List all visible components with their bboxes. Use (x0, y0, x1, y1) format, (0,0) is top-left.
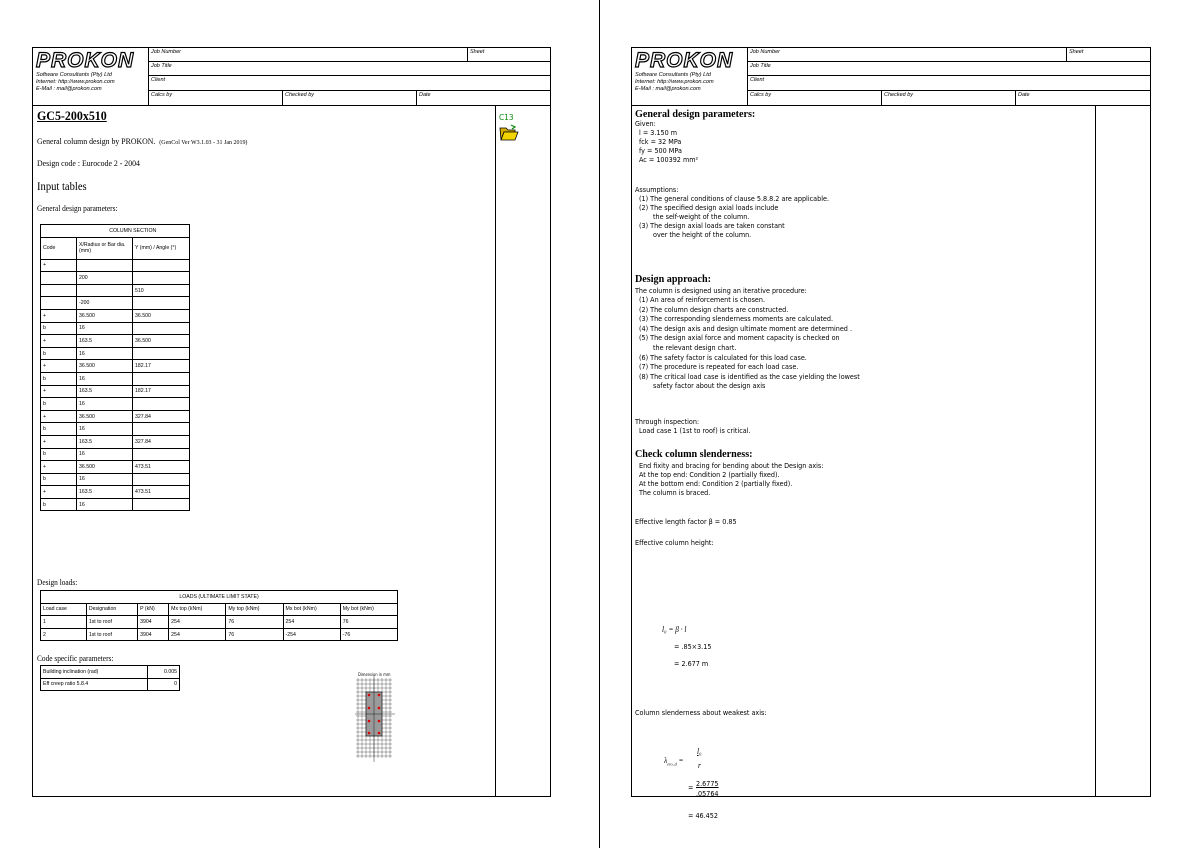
table-cell: 200 (77, 272, 133, 285)
section-dim-label: Dimension in mm (358, 672, 391, 677)
table-cell: + (41, 410, 77, 423)
page-1-content (35, 106, 493, 796)
page-title: GC5-200x510 (37, 108, 107, 123)
table-cell: 327.84 (133, 435, 190, 448)
assumption-item: (3) The design axial loads are taken constant (639, 222, 785, 230)
loads-header-row (41, 603, 398, 616)
column-section-rows (41, 259, 190, 511)
table-row (41, 272, 190, 285)
company-internet: Internet: http://www.prokon.com (36, 79, 115, 85)
intro-text (37, 136, 247, 148)
table-row (41, 486, 190, 499)
sheet-code: C13 (499, 113, 514, 122)
loads-header-cell: Load case (41, 603, 87, 616)
table-cell (133, 347, 190, 360)
table-cell: 76 (226, 616, 283, 629)
table-cell: 254 (169, 628, 226, 641)
table-cell: 36.500 (133, 309, 190, 322)
sheet-label: Sheet (470, 49, 485, 55)
job-title-label: Job Title (151, 63, 172, 69)
job-title-row (748, 62, 1150, 76)
table-cell (133, 322, 190, 335)
table-row (41, 410, 190, 423)
table-cell: 473.51 (133, 461, 190, 474)
table-cell: 76 (340, 616, 397, 629)
table-row (41, 435, 190, 448)
approach-step: (3) The corresponding slenderness moments are calculated. (639, 315, 833, 324)
job-title-label: Job Title (750, 63, 771, 69)
approach-step: (8) The critical load case is identified as the case yielding the lowest (639, 372, 860, 381)
table-cell: 163.5 (77, 335, 133, 348)
slenderness-item: At the top end: Condition 2 (partially fixed). (639, 471, 780, 479)
table-row (41, 473, 190, 486)
table-cell: 1 (41, 616, 87, 629)
table-cell (77, 259, 133, 272)
approach-step: (6) The safety factor is calculated for this load case. (639, 353, 807, 362)
param-name: Eff creep ratio 5.8.4 (41, 678, 148, 691)
table-row (41, 259, 190, 272)
prokon-logo: PROKON (36, 49, 135, 72)
loads-header-cell: My bot (kNm) (340, 603, 397, 616)
table-cell: 36.500 (77, 410, 133, 423)
param-value: 0.005 (148, 666, 180, 679)
table-cell: 76 (226, 628, 283, 641)
table-row (41, 461, 190, 474)
column-section-drawing (355, 676, 397, 766)
table-cell (133, 398, 190, 411)
company-name: Software Consultants (Pty) Ltd (635, 72, 711, 78)
eff-length-factor: Effective length factor β = 0.85 (635, 518, 737, 526)
date-label: Date (419, 92, 431, 98)
eq2-equals: = (688, 784, 694, 792)
title-block (632, 48, 1150, 106)
slender-weak-label: Column slenderness about weakest axis: (635, 709, 767, 717)
sheet-cell (1066, 48, 1150, 61)
loads-header-cell: Mx bot (kNm) (283, 603, 340, 616)
date-cell (416, 91, 550, 106)
company-name: Software Consultants (Pty) Ltd (36, 72, 112, 78)
table-cell: 16 (77, 473, 133, 486)
checked-by-cell (282, 91, 416, 106)
sheet-cell (467, 48, 550, 61)
table-cell (133, 372, 190, 385)
table-cell: b (41, 398, 77, 411)
page-2 (600, 0, 1200, 848)
table-cell: b (41, 347, 77, 360)
table-cell: 36.500 (133, 335, 190, 348)
table-cell: 163.5 (77, 486, 133, 499)
approach-step: (7) The procedure is repeated for each load case. (639, 363, 799, 372)
table-cell: 1st to roof (86, 616, 137, 629)
loads-table (40, 590, 398, 641)
version-line: (GenCol Ver W3.1.03 - 31 Jan 2019) (159, 139, 248, 146)
table-cell: 3904 (138, 616, 169, 629)
table-cell (133, 448, 190, 461)
date-cell (1015, 91, 1150, 106)
job-number-label: Job Number (750, 49, 780, 55)
company-email: E-Mail : mail@prokon.com (635, 86, 701, 92)
checked-by-label: Checked by (884, 92, 914, 98)
eq1-line2: = .85×3.15 (674, 643, 712, 651)
table-cell: -200 (77, 297, 133, 310)
table-row (41, 398, 190, 411)
code-params-table (40, 665, 180, 691)
table-cell: + (41, 335, 77, 348)
eq2-num-value: 2.6775 (696, 780, 719, 788)
calcs-by-label: Calcs by (151, 92, 173, 98)
col-section-title: COLUMN SECTION (77, 225, 190, 238)
checked-by-cell (881, 91, 1015, 106)
page-2-content (634, 106, 1092, 820)
table-row (41, 360, 190, 373)
assumption-item: the self-weight of the column. (653, 213, 750, 221)
col-section-title-spacer (41, 225, 77, 238)
table-cell: 510 (133, 284, 190, 297)
table-row (41, 309, 190, 322)
col-header-x: X/Radius or Bar dia. (mm) (77, 237, 133, 259)
col-header-y: Y (mm) / Angle (°) (133, 237, 190, 259)
table-row (41, 335, 190, 348)
job-number-row (748, 48, 1150, 62)
table-cell: 16 (77, 498, 133, 511)
job-title-row (149, 62, 550, 76)
table-cell (133, 272, 190, 285)
given-label: Given: (635, 120, 656, 128)
design-loads-label: Design loads: (37, 578, 78, 587)
table-cell (133, 498, 190, 511)
table-cell: -76 (340, 628, 397, 641)
approach-intro: The column is designed using an iterative procedure: (635, 287, 807, 295)
eq1-line1: l₀ = β · l (662, 625, 687, 634)
table-cell: 36.500 (77, 360, 133, 373)
assumption-item: (1) The general conditions of clause 5.8.8.2 are applicable. (639, 195, 829, 203)
col-header-code: Code (41, 237, 77, 259)
table-cell (41, 272, 77, 285)
table-cell: 254 (283, 616, 340, 629)
table-cell (133, 423, 190, 436)
table-cell: 254 (169, 616, 226, 629)
table-row (41, 628, 398, 641)
table-row (41, 347, 190, 360)
open-folder-icon[interactable] (499, 124, 519, 142)
column-section-table (40, 224, 190, 511)
table-cell: + (41, 309, 77, 322)
margin-column (495, 106, 551, 796)
lambda-symbol: λ (664, 756, 668, 765)
table-cell: 16 (77, 448, 133, 461)
table-cell: + (41, 486, 77, 499)
eq2-lambda: $\lambda_{ero\_d}$ = (664, 756, 684, 767)
table-cell: 3904 (138, 628, 169, 641)
table-cell: b (41, 498, 77, 511)
client-label: Client (750, 77, 765, 83)
client-label: Client (151, 77, 166, 83)
table-row (41, 385, 190, 398)
inspection-label: Through inspection: (635, 418, 700, 426)
approach-heading: Design approach: (635, 273, 712, 285)
table-cell: 1st to roof (86, 628, 137, 641)
table-cell: + (41, 360, 77, 373)
table-cell: -254 (283, 628, 340, 641)
table-cell: 182.17 (133, 385, 190, 398)
logo-block (33, 48, 149, 106)
eq1-line3: = 2.677 m (674, 660, 709, 668)
table-cell: 16 (77, 347, 133, 360)
table-row (41, 678, 180, 691)
assumptions-label: Assumptions: (635, 186, 679, 194)
company-internet: Internet: http://www.prokon.com (635, 79, 714, 85)
table-cell: 327.84 (133, 410, 190, 423)
table-cell: 16 (77, 423, 133, 436)
job-number-row (149, 48, 550, 62)
slenderness-item: End fixity and bracing for bending about the Design axis: (639, 462, 824, 470)
param-value: 0 (148, 678, 180, 691)
table-cell: 473.51 (133, 486, 190, 499)
table-cell: 163.5 (77, 435, 133, 448)
eq2-den-value: .05764 (696, 790, 719, 798)
loads-rows (41, 616, 398, 641)
code-params-rows (41, 666, 180, 691)
eff-height-label: Effective column height: (635, 539, 714, 547)
calcs-by-label: Calcs by (750, 92, 772, 98)
table-row (41, 322, 190, 335)
table-cell: 16 (77, 398, 133, 411)
table-cell (133, 473, 190, 486)
prokon-logo: PROKON (635, 49, 734, 72)
table-cell: 163.5 (77, 385, 133, 398)
loads-header-cell: Mx top (kNm) (169, 603, 226, 616)
table-row (41, 616, 398, 629)
table-row (41, 284, 190, 297)
eq2-numerator: l₀ (697, 747, 702, 756)
calcs-row (149, 91, 550, 106)
param-name: Building inclination (rad) (41, 666, 148, 679)
table-cell: b (41, 423, 77, 436)
design-code: Design code : Eurocode 2 - 2004 (37, 158, 140, 168)
intro-line: General column design by PROKON. (37, 136, 156, 146)
table-cell: 36.500 (77, 309, 133, 322)
inspection-result: Load case 1 (1st to roof) is critical. (639, 427, 751, 435)
title-block (33, 48, 550, 106)
slenderness-item: The column is braced. (639, 489, 711, 497)
table-cell: + (41, 461, 77, 474)
calcs-row (748, 91, 1150, 106)
approach-step: (2) The column design charts are constructed. (639, 305, 789, 314)
gen-params-label: General design parameters: (37, 204, 118, 213)
table-cell: + (41, 385, 77, 398)
sheet-label: Sheet (1069, 49, 1084, 55)
table-row (41, 448, 190, 461)
table-cell: b (41, 473, 77, 486)
gdp-heading: General design parameters: (635, 108, 756, 120)
logo-block (632, 48, 748, 106)
page-frame (32, 47, 551, 797)
table-cell (41, 297, 77, 310)
checked-by-label: Checked by (285, 92, 315, 98)
loads-header-cell: P (kN) (138, 603, 169, 616)
table-cell: 2 (41, 628, 87, 641)
table-cell: 182.17 (133, 360, 190, 373)
page-frame (631, 47, 1151, 820)
job-number-label: Job Number (151, 49, 181, 55)
table-cell: b (41, 322, 77, 335)
table-cell: b (41, 448, 77, 461)
slenderness-heading: Check column slenderness: (635, 448, 753, 460)
table-row (41, 423, 190, 436)
table-row (41, 498, 190, 511)
table-cell: 36.500 (77, 461, 133, 474)
eq2-denominator: r (698, 761, 701, 770)
approach-step: (4) The design axis and design ultimate moment are determined . (639, 324, 852, 333)
client-row (149, 76, 550, 91)
code-params-label: Code specific parameters: (37, 654, 114, 663)
loads-header-cell: My top (kNm) (226, 603, 283, 616)
input-tables-heading: Input tables (37, 181, 87, 193)
margin-column (1095, 106, 1151, 796)
table-cell: + (41, 435, 77, 448)
table-cell (133, 259, 190, 272)
table-cell: 16 (77, 372, 133, 385)
given-value: fy = 500 MPa (639, 147, 682, 155)
loads-title: LOADS (ULTIMATE LIMIT STATE) (41, 591, 398, 604)
given-value: fck = 32 MPa (639, 138, 682, 146)
table-cell (77, 284, 133, 297)
table-row (41, 297, 190, 310)
table-cell (133, 297, 190, 310)
table-cell: b (41, 372, 77, 385)
approach-step: safety factor about the design axis (653, 382, 766, 391)
date-label: Date (1018, 92, 1030, 98)
assumption-item: over the height of the column. (653, 231, 752, 239)
table-row (41, 372, 190, 385)
table-cell: + (41, 259, 77, 272)
given-value: l = 3.150 m (639, 129, 678, 137)
assumption-item: (2) The specified design axial loads include (639, 204, 779, 212)
table-row (41, 666, 180, 679)
approach-step: (1) An area of reinforcement is chosen. (639, 296, 766, 304)
given-value: Ac = 100392 mm² (639, 156, 699, 164)
client-row (748, 76, 1150, 91)
table-cell: 16 (77, 322, 133, 335)
approach-step: the relevant design chart. (653, 344, 737, 352)
loads-header-cell: Designation (86, 603, 137, 616)
table-cell (41, 284, 77, 297)
approach-step: (5) The design axial force and moment capacity is checked on (639, 334, 840, 343)
company-email: E-Mail : mail@prokon.com (36, 86, 102, 92)
slenderness-item: At the bottom end: Condition 2 (partially fixed). (639, 480, 793, 488)
eq2-result: = 46.452 (688, 812, 718, 820)
